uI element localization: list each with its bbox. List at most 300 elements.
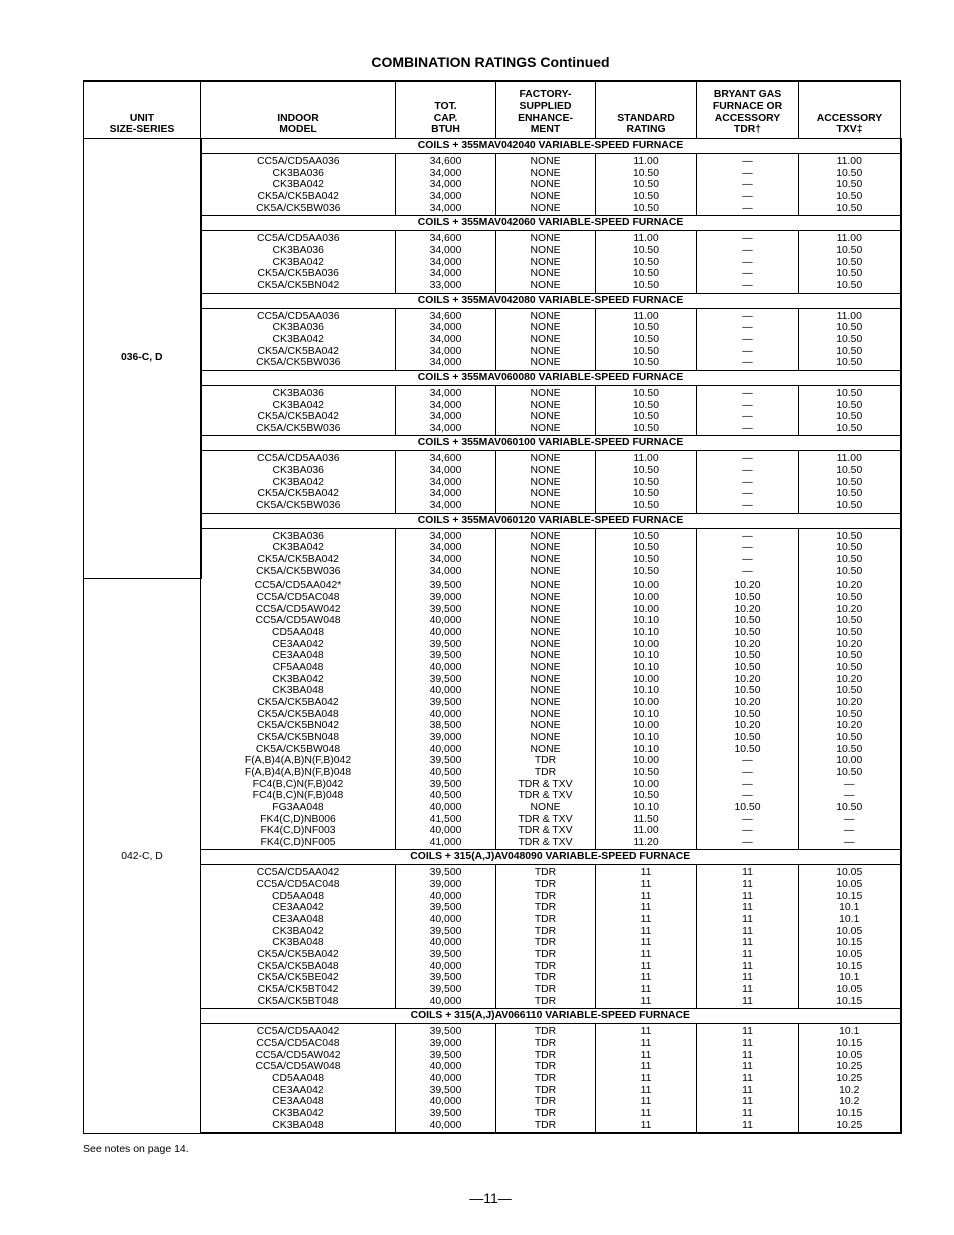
standard-rating-cell: 10.50 <box>596 203 697 216</box>
table-row <box>84 357 901 370</box>
unit-size-series-cell: 042-C, D <box>84 578 201 1133</box>
section-header-row <box>84 513 901 528</box>
standard-rating-cell: 10.10 <box>596 802 697 814</box>
total-capacity-cell: 39,000 <box>396 1038 496 1050</box>
total-capacity-cell: 40,000 <box>396 961 496 973</box>
standard-rating-cell: 11 <box>596 902 697 914</box>
enhancement-cell: NONE <box>496 542 596 554</box>
standard-rating-cell: 10.50 <box>596 191 697 203</box>
indoor-model-cell: CK5A/CK5BN042 <box>201 720 396 732</box>
indoor-model-cell: CK5A/CK5BA048 <box>201 961 396 973</box>
enhancement-cell: NONE <box>496 451 596 465</box>
accessory-txv-cell: 11.00 <box>799 231 901 245</box>
accessory-txv-cell: 10.2 <box>799 1096 901 1108</box>
total-capacity-cell: 41,500 <box>396 814 496 826</box>
accessory-txv-cell: 10.50 <box>799 322 901 334</box>
enhancement-cell: NONE <box>496 179 596 191</box>
accessory-txv-cell: 10.25 <box>799 1120 901 1134</box>
indoor-model-cell: FG3AA048 <box>201 802 396 814</box>
table-row <box>84 720 901 732</box>
furnace-tdr-cell: — <box>697 837 799 850</box>
total-capacity-cell: 40,000 <box>396 937 496 949</box>
furnace-tdr-cell: — <box>697 528 799 542</box>
accessory-txv-cell: 10.20 <box>799 674 901 686</box>
total-capacity-cell: 34,000 <box>396 411 496 423</box>
standard-rating-cell: 11 <box>596 1108 697 1120</box>
indoor-model-cell: CC5A/CD5AA042 <box>201 1024 396 1038</box>
enhancement-cell: NONE <box>496 528 596 542</box>
accessory-txv-cell: 10.1 <box>799 1024 901 1038</box>
furnace-tdr-cell: 11 <box>697 1120 799 1134</box>
total-capacity-cell: 39,500 <box>396 926 496 938</box>
total-capacity-cell: 34,000 <box>396 423 496 436</box>
total-capacity-cell: 39,500 <box>396 674 496 686</box>
enhancement-cell: TDR <box>496 1096 596 1108</box>
total-capacity-cell: 39,500 <box>396 949 496 961</box>
standard-rating-cell: 11 <box>596 926 697 938</box>
furnace-tdr-cell: — <box>697 566 799 579</box>
standard-rating-cell: 11 <box>596 1096 697 1108</box>
accessory-txv-cell: 10.15 <box>799 1038 901 1050</box>
table-row <box>84 542 901 554</box>
enhancement-cell: NONE <box>496 604 596 616</box>
enhancement-cell: NONE <box>496 322 596 334</box>
accessory-txv-cell: 10.15 <box>799 961 901 973</box>
accessory-txv-cell: 10.50 <box>799 615 901 627</box>
header-unit-size-series: UNIT SIZE-SERIES <box>84 81 201 139</box>
accessory-txv-cell: 10.00 <box>799 755 901 767</box>
total-capacity-cell: 34,000 <box>396 542 496 554</box>
furnace-tdr-cell: — <box>697 322 799 334</box>
furnace-tdr-cell: — <box>697 357 799 370</box>
enhancement-cell: TDR <box>496 879 596 891</box>
accessory-txv-cell: 10.15 <box>799 996 901 1009</box>
total-capacity-cell: 40,500 <box>396 790 496 802</box>
furnace-tdr-cell: 11 <box>697 961 799 973</box>
accessory-txv-cell: 10.50 <box>799 542 901 554</box>
total-capacity-cell: 40,000 <box>396 744 496 756</box>
enhancement-cell: TDR <box>496 937 596 949</box>
furnace-tdr-cell: 11 <box>697 949 799 961</box>
enhancement-cell: NONE <box>496 168 596 180</box>
furnace-tdr-cell: — <box>697 825 799 837</box>
table-row <box>84 385 901 399</box>
standard-rating-cell: 11 <box>596 1050 697 1062</box>
table-row <box>84 1108 901 1120</box>
total-capacity-cell: 34,600 <box>396 154 496 168</box>
indoor-model-cell: CD5AA048 <box>201 627 396 639</box>
combination-ratings-table <box>83 80 902 1134</box>
standard-rating-cell: 10.50 <box>596 790 697 802</box>
furnace-tdr-cell: 11 <box>697 865 799 879</box>
furnace-tdr-cell: 11 <box>697 891 799 903</box>
standard-rating-cell: 10.50 <box>596 257 697 269</box>
total-capacity-cell: 39,500 <box>396 902 496 914</box>
accessory-txv-cell: 10.50 <box>799 168 901 180</box>
accessory-txv-cell: — <box>799 814 901 826</box>
accessory-txv-cell: 10.50 <box>799 554 901 566</box>
standard-rating-cell: 10.10 <box>596 650 697 662</box>
indoor-model-cell: CC5A/CD5AC048 <box>201 1038 396 1050</box>
accessory-txv-cell: 11.00 <box>799 154 901 168</box>
standard-rating-cell: 10.50 <box>596 168 697 180</box>
section-title: COILS + 355MAV042080 VARIABLE-SPEED FURNACE <box>201 293 901 308</box>
standard-rating-cell: 10.50 <box>596 322 697 334</box>
total-capacity-cell: 41,000 <box>396 837 496 850</box>
enhancement-cell: TDR <box>496 1108 596 1120</box>
accessory-txv-cell: 10.20 <box>799 578 901 592</box>
indoor-model-cell: FK4(C,D)NF003 <box>201 825 396 837</box>
standard-rating-cell: 11 <box>596 1024 697 1038</box>
standard-rating-cell: 11 <box>596 1038 697 1050</box>
table-row <box>84 1085 901 1097</box>
indoor-model-cell: CK5A/CK5BN048 <box>201 732 396 744</box>
total-capacity-cell: 39,000 <box>396 592 496 604</box>
indoor-model-cell: CK5A/CK5BT048 <box>201 996 396 1009</box>
section-title: COILS + 315(A,J)AV048090 VARIABLE-SPEED FURNACE <box>201 850 901 865</box>
enhancement-cell: NONE <box>496 423 596 436</box>
accessory-txv-cell: 10.50 <box>799 662 901 674</box>
table-row <box>84 268 901 280</box>
standard-rating-cell: 10.00 <box>596 592 697 604</box>
table-row <box>84 1120 901 1134</box>
total-capacity-cell: 39,500 <box>396 650 496 662</box>
enhancement-cell: NONE <box>496 744 596 756</box>
enhancement-cell: NONE <box>496 685 596 697</box>
table-row <box>84 814 901 826</box>
accessory-txv-cell: 10.15 <box>799 891 901 903</box>
header-standard-rating: STANDARD RATING <box>596 81 697 139</box>
accessory-txv-cell: 10.50 <box>799 280 901 293</box>
table-row <box>84 767 901 779</box>
furnace-tdr-cell: — <box>697 465 799 477</box>
indoor-model-cell: CK5A/CK5BA048 <box>201 709 396 721</box>
total-capacity-cell: 39,500 <box>396 755 496 767</box>
enhancement-cell: NONE <box>496 477 596 489</box>
table-row <box>84 879 901 891</box>
enhancement-cell: TDR <box>496 767 596 779</box>
enhancement-cell: TDR <box>496 1061 596 1073</box>
table-row <box>84 322 901 334</box>
furnace-tdr-cell: 10.50 <box>697 732 799 744</box>
table-row <box>84 662 901 674</box>
standard-rating-cell: 10.00 <box>596 697 697 709</box>
table-row <box>84 996 901 1009</box>
indoor-model-cell: CK5A/CK5BA042 <box>201 554 396 566</box>
standard-rating-cell: 11 <box>596 865 697 879</box>
standard-rating-cell: 10.50 <box>596 528 697 542</box>
accessory-txv-cell: — <box>799 825 901 837</box>
standard-rating-cell: 10.50 <box>596 500 697 513</box>
table-row <box>84 790 901 802</box>
enhancement-cell: NONE <box>496 802 596 814</box>
total-capacity-cell: 34,600 <box>396 231 496 245</box>
enhancement-cell: NONE <box>496 231 596 245</box>
accessory-txv-cell: 10.50 <box>799 650 901 662</box>
standard-rating-cell: 10.50 <box>596 346 697 358</box>
indoor-model-cell: CK5A/CK5BW036 <box>201 357 396 370</box>
enhancement-cell: NONE <box>496 615 596 627</box>
furnace-tdr-cell: — <box>697 767 799 779</box>
table-row <box>84 1096 901 1108</box>
enhancement-cell: TDR <box>496 902 596 914</box>
furnace-tdr-cell: 10.20 <box>697 697 799 709</box>
table-row <box>84 837 901 850</box>
total-capacity-cell: 34,000 <box>396 191 496 203</box>
enhancement-cell: NONE <box>496 257 596 269</box>
indoor-model-cell: CC5A/CD5AA036 <box>201 451 396 465</box>
indoor-model-cell: CK3BA036 <box>201 528 396 542</box>
table-row <box>84 257 901 269</box>
table-row <box>84 914 901 926</box>
section-header-row <box>84 1009 901 1024</box>
standard-rating-cell: 11 <box>596 1120 697 1134</box>
indoor-model-cell: CK5A/CK5BA042 <box>201 411 396 423</box>
header-enhancement: FACTORY- SUPPLIED ENHANCE- MENT <box>496 81 596 139</box>
furnace-tdr-cell: — <box>697 779 799 791</box>
accessory-txv-cell: 10.50 <box>799 411 901 423</box>
standard-rating-cell: 10.00 <box>596 779 697 791</box>
indoor-model-cell: CK3BA036 <box>201 385 396 399</box>
total-capacity-cell: 40,000 <box>396 802 496 814</box>
enhancement-cell: NONE <box>496 203 596 216</box>
indoor-model-cell: CE3AA048 <box>201 914 396 926</box>
table-row <box>84 732 901 744</box>
accessory-txv-cell: 10.20 <box>799 639 901 651</box>
accessory-txv-cell: 10.25 <box>799 1061 901 1073</box>
enhancement-cell: NONE <box>496 592 596 604</box>
total-capacity-cell: 34,000 <box>396 346 496 358</box>
enhancement-cell: NONE <box>496 346 596 358</box>
accessory-txv-cell: — <box>799 779 901 791</box>
furnace-tdr-cell: 11 <box>697 1050 799 1062</box>
indoor-model-cell: CK5A/CK5BW036 <box>201 566 396 579</box>
furnace-tdr-cell: — <box>697 168 799 180</box>
accessory-txv-cell: 10.50 <box>799 744 901 756</box>
total-capacity-cell: 34,000 <box>396 357 496 370</box>
accessory-txv-cell: 10.25 <box>799 1073 901 1085</box>
accessory-txv-cell: 10.50 <box>799 179 901 191</box>
furnace-tdr-cell: 11 <box>697 879 799 891</box>
indoor-model-cell: CK5A/CK5BW036 <box>201 203 396 216</box>
standard-rating-cell: 10.50 <box>596 268 697 280</box>
furnace-tdr-cell: 11 <box>697 1073 799 1085</box>
enhancement-cell: TDR <box>496 1024 596 1038</box>
table-row <box>84 1038 901 1050</box>
accessory-txv-cell: 10.50 <box>799 500 901 513</box>
indoor-model-cell: CK3BA036 <box>201 168 396 180</box>
total-capacity-cell: 39,500 <box>396 865 496 879</box>
table-row <box>84 1073 901 1085</box>
enhancement-cell: TDR <box>496 891 596 903</box>
furnace-tdr-cell: — <box>697 308 799 322</box>
header-indoor-model: INDOOR MODEL <box>201 81 396 139</box>
table-row <box>84 891 901 903</box>
standard-rating-cell: 11 <box>596 891 697 903</box>
total-capacity-cell: 40,000 <box>396 709 496 721</box>
furnace-tdr-cell: 10.50 <box>697 650 799 662</box>
table-row <box>84 203 901 216</box>
total-capacity-cell: 39,500 <box>396 1050 496 1062</box>
enhancement-cell: TDR & TXV <box>496 779 596 791</box>
total-capacity-cell: 34,000 <box>396 528 496 542</box>
total-capacity-cell: 39,500 <box>396 1085 496 1097</box>
table-row <box>84 615 901 627</box>
furnace-tdr-cell: — <box>697 179 799 191</box>
accessory-txv-cell: 10.50 <box>799 334 901 346</box>
accessory-txv-cell: 10.1 <box>799 914 901 926</box>
enhancement-cell: NONE <box>496 650 596 662</box>
standard-rating-cell: 11 <box>596 914 697 926</box>
furnace-tdr-cell: 11 <box>697 1096 799 1108</box>
section-title: COILS + 355MAV042060 VARIABLE-SPEED FURNACE <box>201 216 901 231</box>
indoor-model-cell: CD5AA048 <box>201 891 396 903</box>
indoor-model-cell: CK3BA048 <box>201 1120 396 1134</box>
total-capacity-cell: 40,000 <box>396 662 496 674</box>
indoor-model-cell: CC5A/CD5AA036 <box>201 154 396 168</box>
accessory-txv-cell: 10.50 <box>799 465 901 477</box>
accessory-txv-cell: 10.50 <box>799 566 901 579</box>
indoor-model-cell: CK5A/CK5BA042 <box>201 949 396 961</box>
standard-rating-cell: 10.50 <box>596 488 697 500</box>
indoor-model-cell: CC5A/CD5AW048 <box>201 1061 396 1073</box>
furnace-tdr-cell: — <box>697 245 799 257</box>
indoor-model-cell: CK5A/CK5BA042 <box>201 697 396 709</box>
indoor-model-cell: CC5A/CD5AA036 <box>201 231 396 245</box>
table-row <box>84 566 901 579</box>
standard-rating-cell: 10.10 <box>596 615 697 627</box>
total-capacity-cell: 39,500 <box>396 639 496 651</box>
enhancement-cell: NONE <box>496 411 596 423</box>
enhancement-cell: TDR <box>496 1050 596 1062</box>
table-row <box>84 554 901 566</box>
furnace-tdr-cell: — <box>697 334 799 346</box>
furnace-tdr-cell: — <box>697 814 799 826</box>
accessory-txv-cell: 10.20 <box>799 604 901 616</box>
section-header-row <box>84 436 901 451</box>
total-capacity-cell: 34,000 <box>396 257 496 269</box>
standard-rating-cell: 11.20 <box>596 837 697 850</box>
section-header-row <box>84 370 901 385</box>
standard-rating-cell: 10.50 <box>596 477 697 489</box>
accessory-txv-cell: 10.05 <box>799 949 901 961</box>
table-row <box>84 926 901 938</box>
enhancement-cell: TDR <box>496 914 596 926</box>
indoor-model-cell: F(A,B)4(A,B)N(F,B)048 <box>201 767 396 779</box>
accessory-txv-cell: 10.15 <box>799 1108 901 1120</box>
furnace-tdr-cell: 10.20 <box>697 674 799 686</box>
table-row <box>84 650 901 662</box>
total-capacity-cell: 34,000 <box>396 179 496 191</box>
table-row <box>84 685 901 697</box>
table-row <box>84 604 901 616</box>
accessory-txv-cell: 10.05 <box>799 984 901 996</box>
accessory-txv-cell: — <box>799 790 901 802</box>
table-row <box>84 937 901 949</box>
indoor-model-cell: CK3BA042 <box>201 674 396 686</box>
table-row <box>84 231 901 245</box>
standard-rating-cell: 11 <box>596 937 697 949</box>
enhancement-cell: NONE <box>496 627 596 639</box>
furnace-tdr-cell: 11 <box>697 972 799 984</box>
standard-rating-cell: 11.50 <box>596 814 697 826</box>
indoor-model-cell: CC5A/CD5AW048 <box>201 615 396 627</box>
standard-rating-cell: 10.10 <box>596 732 697 744</box>
standard-rating-cell: 10.50 <box>596 179 697 191</box>
standard-rating-cell: 10.10 <box>596 709 697 721</box>
total-capacity-cell: 39,500 <box>396 972 496 984</box>
indoor-model-cell: FC4(B,C)N(F,B)042 <box>201 779 396 791</box>
indoor-model-cell: CE3AA048 <box>201 1096 396 1108</box>
total-capacity-cell: 34,000 <box>396 322 496 334</box>
indoor-model-cell: CK3BA048 <box>201 937 396 949</box>
table-row <box>84 451 901 465</box>
combination-ratings-table-wrap <box>83 80 900 1134</box>
total-capacity-cell: 40,000 <box>396 914 496 926</box>
table-row <box>84 1061 901 1073</box>
section-title: COILS + 355MAV060080 VARIABLE-SPEED FURNACE <box>201 370 901 385</box>
furnace-tdr-cell: 11 <box>697 902 799 914</box>
standard-rating-cell: 11.00 <box>596 231 697 245</box>
table-row <box>84 528 901 542</box>
indoor-model-cell: CC5A/CD5AA042 <box>201 865 396 879</box>
standard-rating-cell: 11 <box>596 1073 697 1085</box>
indoor-model-cell: CK5A/CK5BN042 <box>201 280 396 293</box>
enhancement-cell: TDR & TXV <box>496 825 596 837</box>
table-row <box>84 674 901 686</box>
indoor-model-cell: CC5A/CD5AC048 <box>201 592 396 604</box>
table-row <box>84 346 901 358</box>
section-title: COILS + 355MAV042040 VARIABLE-SPEED FURNACE <box>201 139 901 154</box>
standard-rating-cell: 11.00 <box>596 154 697 168</box>
table-row <box>84 179 901 191</box>
header-accessory-txv: ACCESSORY TXV‡ <box>799 81 901 139</box>
table-row <box>84 949 901 961</box>
standard-rating-cell: 10.10 <box>596 662 697 674</box>
furnace-tdr-cell: 10.20 <box>697 604 799 616</box>
total-capacity-cell: 39,500 <box>396 697 496 709</box>
accessory-txv-cell: 11.00 <box>799 451 901 465</box>
furnace-tdr-cell: 10.50 <box>697 744 799 756</box>
standard-rating-cell: 11 <box>596 984 697 996</box>
furnace-tdr-cell: — <box>697 346 799 358</box>
indoor-model-cell: CC5A/CD5AW042 <box>201 1050 396 1062</box>
standard-rating-cell: 11 <box>596 1061 697 1073</box>
header-total-capacity: TOT. CAP. BTUH <box>396 81 496 139</box>
accessory-txv-cell: 10.50 <box>799 423 901 436</box>
standard-rating-cell: 10.00 <box>596 578 697 592</box>
table-row <box>84 902 901 914</box>
accessory-txv-cell: 10.50 <box>799 191 901 203</box>
furnace-tdr-cell: 10.50 <box>697 685 799 697</box>
table-row <box>84 334 901 346</box>
total-capacity-cell: 40,000 <box>396 891 496 903</box>
furnace-tdr-cell: — <box>697 488 799 500</box>
standard-rating-cell: 10.50 <box>596 554 697 566</box>
total-capacity-cell: 40,000 <box>396 825 496 837</box>
accessory-txv-cell: 10.1 <box>799 902 901 914</box>
accessory-txv-cell: 10.1 <box>799 972 901 984</box>
indoor-model-cell: CD5AA048 <box>201 1073 396 1085</box>
furnace-tdr-cell: 11 <box>697 937 799 949</box>
accessory-txv-cell: 10.50 <box>799 732 901 744</box>
accessory-txv-cell: 10.2 <box>799 1085 901 1097</box>
furnace-tdr-cell: — <box>697 203 799 216</box>
enhancement-cell: TDR <box>496 984 596 996</box>
furnace-tdr-cell: 11 <box>697 1085 799 1097</box>
accessory-txv-cell: 10.50 <box>799 357 901 370</box>
enhancement-cell: NONE <box>496 385 596 399</box>
